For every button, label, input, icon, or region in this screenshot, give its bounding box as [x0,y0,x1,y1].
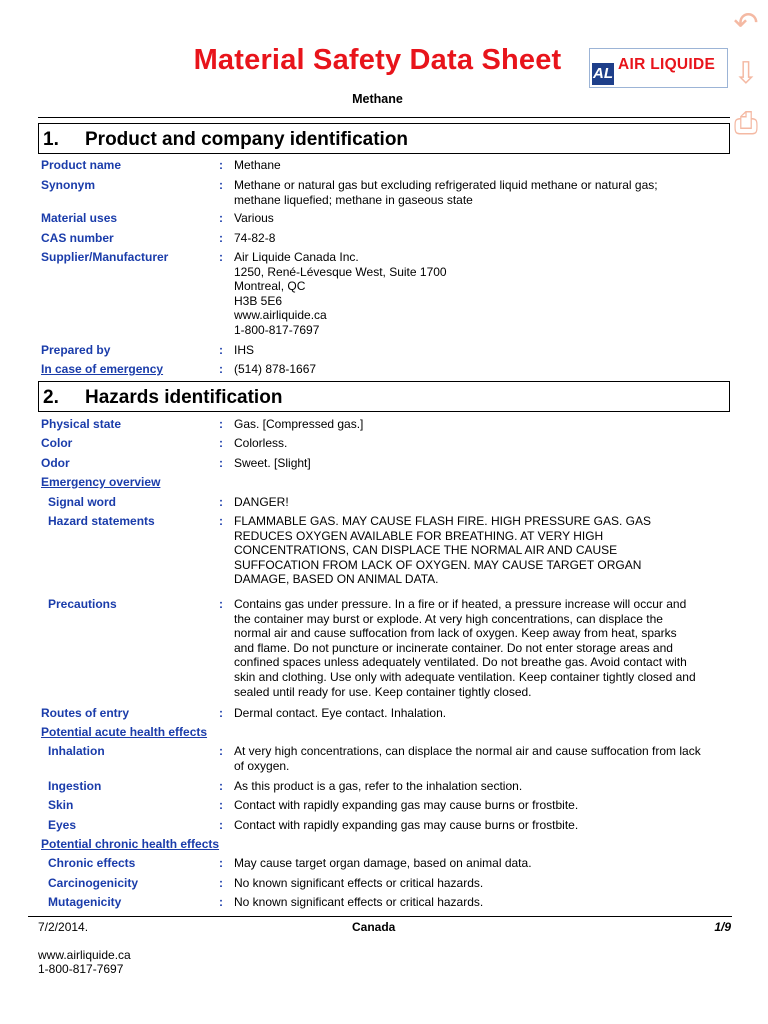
field-colon: : [219,417,223,431]
field-label: Color [41,436,73,450]
footer-country: Canada [352,920,396,934]
field-colon: : [219,343,223,357]
field-label: Chronic effects [48,856,136,870]
download-icon[interactable]: ⇩ [733,56,759,91]
air-liquide-logo [589,48,728,88]
field-value: IHS [234,343,255,357]
field-colon: : [219,706,223,720]
field-label: Signal word [48,495,117,509]
field-value: Air Liquide Canada Inc. 1250, René-Lévesque West, Suite 1700 Montreal, QC H3B 5E6 www.airliquide.ca 1-800-817-7697 [234,250,447,337]
field-colon: : [219,158,223,172]
field-value: FLAMMABLE GAS. MAY CAUSE FLASH FIRE. HIGH PRESSURE GAS. GAS REDUCES OXYGEN AVAILABLE FOR BREATHING. AT VERY HIGH CONCENTRATIONS, CAN DISPLACE THE NORMAL AIR AND CAUSE SUFFOCATION FROM LACK OF OXYGEN. MAY CAUSE TARGET ORGAN DAMAGE, BASED ON ANIMAL DATA. [234,514,651,587]
field-label: Eyes [48,818,77,832]
field-label: Skin [48,798,74,812]
field-value: No known significant effects or critical hazards. [234,895,484,909]
field-value: (514) 878-1667 [234,362,317,376]
emergency-link[interactable]: In case of emergency [41,362,164,376]
field-label: Ingestion [48,779,102,793]
field-value: Methane [234,158,281,172]
logo-text: AIR LIQUIDE [618,56,716,73]
field-label: Odor [41,456,70,470]
field-label: Inhalation [48,744,105,758]
field-colon: : [219,895,223,909]
floating-toolbar [724,0,768,160]
field-label: Prepared by [41,343,111,357]
field-colon: : [219,456,223,470]
field-value: Colorless. [234,436,288,450]
field-value: Gas. [Compressed gas.] [234,417,364,431]
document-subtitle: Methane [352,92,403,106]
field-colon: : [219,231,223,245]
field-value: May cause target organ damage, based on animal data. [234,856,532,870]
field-colon: : [219,798,223,812]
field-value: Contact with rapidly expanding gas may cause burns or frostbite. [234,798,579,812]
field-value: No known significant effects or critical hazards. [234,876,484,890]
section-heading: Hazards identification [85,387,283,408]
field-label: Supplier/Manufacturer [41,250,169,264]
field-value: DANGER! [234,495,289,509]
back-arrow-icon[interactable]: ↶ [733,6,759,41]
field-value: Sweet. [Slight] [234,456,311,470]
page-number: 1/9 [714,920,731,934]
section-2-header [38,381,730,412]
field-colon: : [219,856,223,870]
field-value: As this product is a gas, refer to the inhalation section. [234,779,523,793]
field-label: Mutagenicity [48,895,122,909]
section-1-header [38,123,730,154]
field-colon: : [219,250,223,264]
field-colon: : [219,779,223,793]
field-value: Dermal contact. Eye contact. Inhalation. [234,706,447,720]
footer-website: www.airliquide.ca [38,948,131,962]
section-heading: Product and company identification [85,129,409,150]
field-colon: : [219,597,223,611]
field-label: Product name [41,158,122,172]
field-label: Precautions [48,597,117,611]
field-value: Contains gas under pressure. In a fire or if heated, a pressure increase will occur and the container may burst or explode. At very high concentrations, can displace the normal air and cause suffocation from lack of oxygen. Keep away from heat, sparks and flame. Do not puncture or incinerate container. Do not enter storage areas and confined spaces unless adequately ventilated. Do not breathe gas. Avoid contact with skin and clothing. Use only with adequate ventilation. Keep container tightly closed and sealed until ready for use. Keep container tightly closed. [234,597,696,699]
field-colon: : [219,495,223,509]
logo-mark-icon: AL [592,63,614,85]
field-label: Carcinogenicity [48,876,139,890]
emergency-overview-link[interactable]: Emergency overview [41,475,161,489]
acute-effects-link[interactable]: Potential acute health effects [41,725,208,739]
field-colon: : [219,362,223,376]
section-number: 2. [43,387,59,408]
field-label: Hazard statements [48,514,155,528]
field-value: Various [234,211,274,225]
field-value: At very high concentrations, can displace the normal air and cause suffocation from lack of oxygen. [234,744,701,773]
field-colon: : [219,514,223,528]
print-icon[interactable]: ⎙ [734,106,758,141]
chronic-effects-link[interactable]: Potential chronic health effects [41,837,220,851]
document-title: Material Safety Data Sheet [193,44,562,76]
field-colon: : [219,211,223,225]
field-label: CAS number [41,231,114,245]
field-colon: : [219,436,223,450]
field-label: Material uses [41,211,118,225]
section-number: 1. [43,129,59,150]
field-label: Physical state [41,417,122,431]
field-value: Methane or natural gas but excluding refrigerated liquid methane or natural gas; methane liquefied; methane in gaseous state [234,178,658,207]
field-colon: : [219,178,223,192]
field-label: Routes of entry [41,706,130,720]
field-label: Synonym [41,178,96,192]
field-value: Contact with rapidly expanding gas may cause burns or frostbite. [234,818,579,832]
header-divider [38,117,730,118]
field-colon: : [219,818,223,832]
field-colon: : [219,744,223,758]
field-colon: : [219,876,223,890]
footer-date: 7/2/2014. [38,920,89,934]
field-value: 74-82-8 [234,231,276,245]
footer-phone: 1-800-817-7697 [38,962,124,976]
footer-divider [28,916,732,917]
